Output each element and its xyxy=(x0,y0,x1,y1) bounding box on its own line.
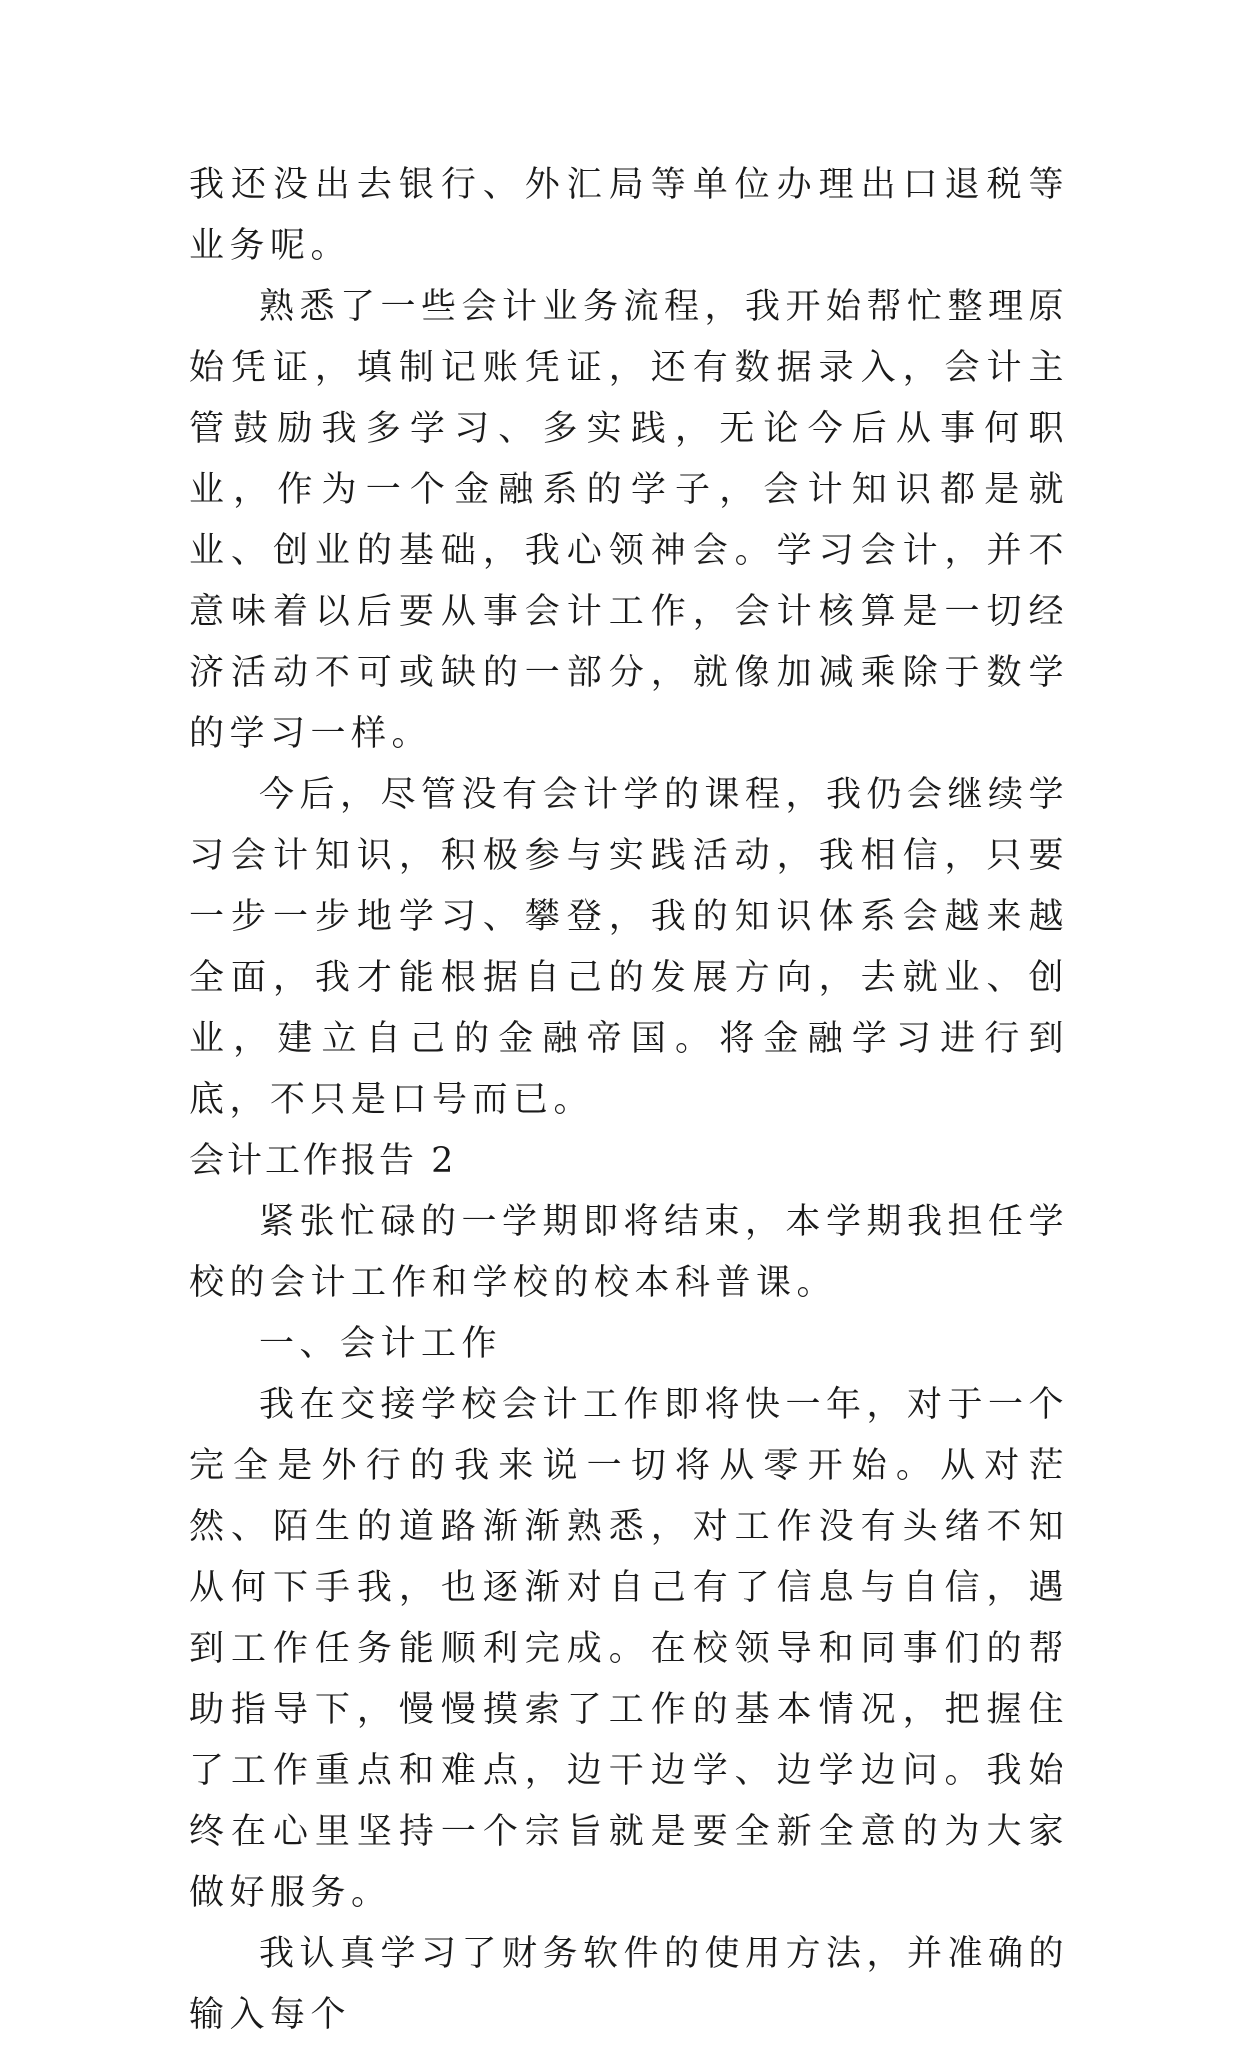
paragraph-software-learning: 我认真学习了财务软件的使用方法，并准确的输入每个 xyxy=(189,1934,1070,2035)
subsection-title-accounting-work: 一、会计工作 xyxy=(259,1324,503,1364)
paragraph-future-plans: 今后，尽管没有会计学的课程，我仍会继续学习会计知识，积极参与实践活动，我相信，只要一步一步地学习、攀登，我的知识体系会越来越全面，我才能根据自己的发展方向，去就业、创业，建立自己的金融帝国。将金融学习进行到底，不只是口号而已。 xyxy=(189,775,1070,1120)
paragraph-semester-intro: 紧张忙碌的一学期即将结束，本学期我担任学校的会计工作和学校的校本科普课。 xyxy=(189,1202,1070,1303)
section-title-report-2: 会计工作报告 2 xyxy=(189,1141,457,1181)
paragraph-continuation: 我还没出去银行、外汇局等单位办理出口退税等业务呢。 xyxy=(189,165,1069,266)
paragraph-handover-experience: 我在交接学校会计工作即将快一年，对于一个完全是外行的我来说一切将从零开始。从对茫然、陌生的道路渐渐熟悉，对工作没有头绪不知从何下手我，也逐渐对自己有了信息与自信，遇到工作任务能顺利完成。在校领导和同事们的帮助指导下，慢慢摸索了工作的基本情况，把握住了工作重点和难点，边干边学、边学边问。我始终在心里坚持一个宗旨就是要全新全意的为大家做好服务。 xyxy=(189,1385,1070,1913)
document-body xyxy=(189,155,1069,2046)
paragraph-accounting-process: 熟悉了一些会计业务流程，我开始帮忙整理原始凭证，填制记账凭证，还有数据录入，会计主管鼓励我多学习、多实践，无论今后从事何职业，作为一个金融系的学子，会计知识都是就业、创业的基础，我心领神会。学习会计，并不意味着以后要从事会计工作，会计核算是一切经济活动不可或缺的一部分，就像加减乘除于数学的学习一样。 xyxy=(189,287,1070,754)
